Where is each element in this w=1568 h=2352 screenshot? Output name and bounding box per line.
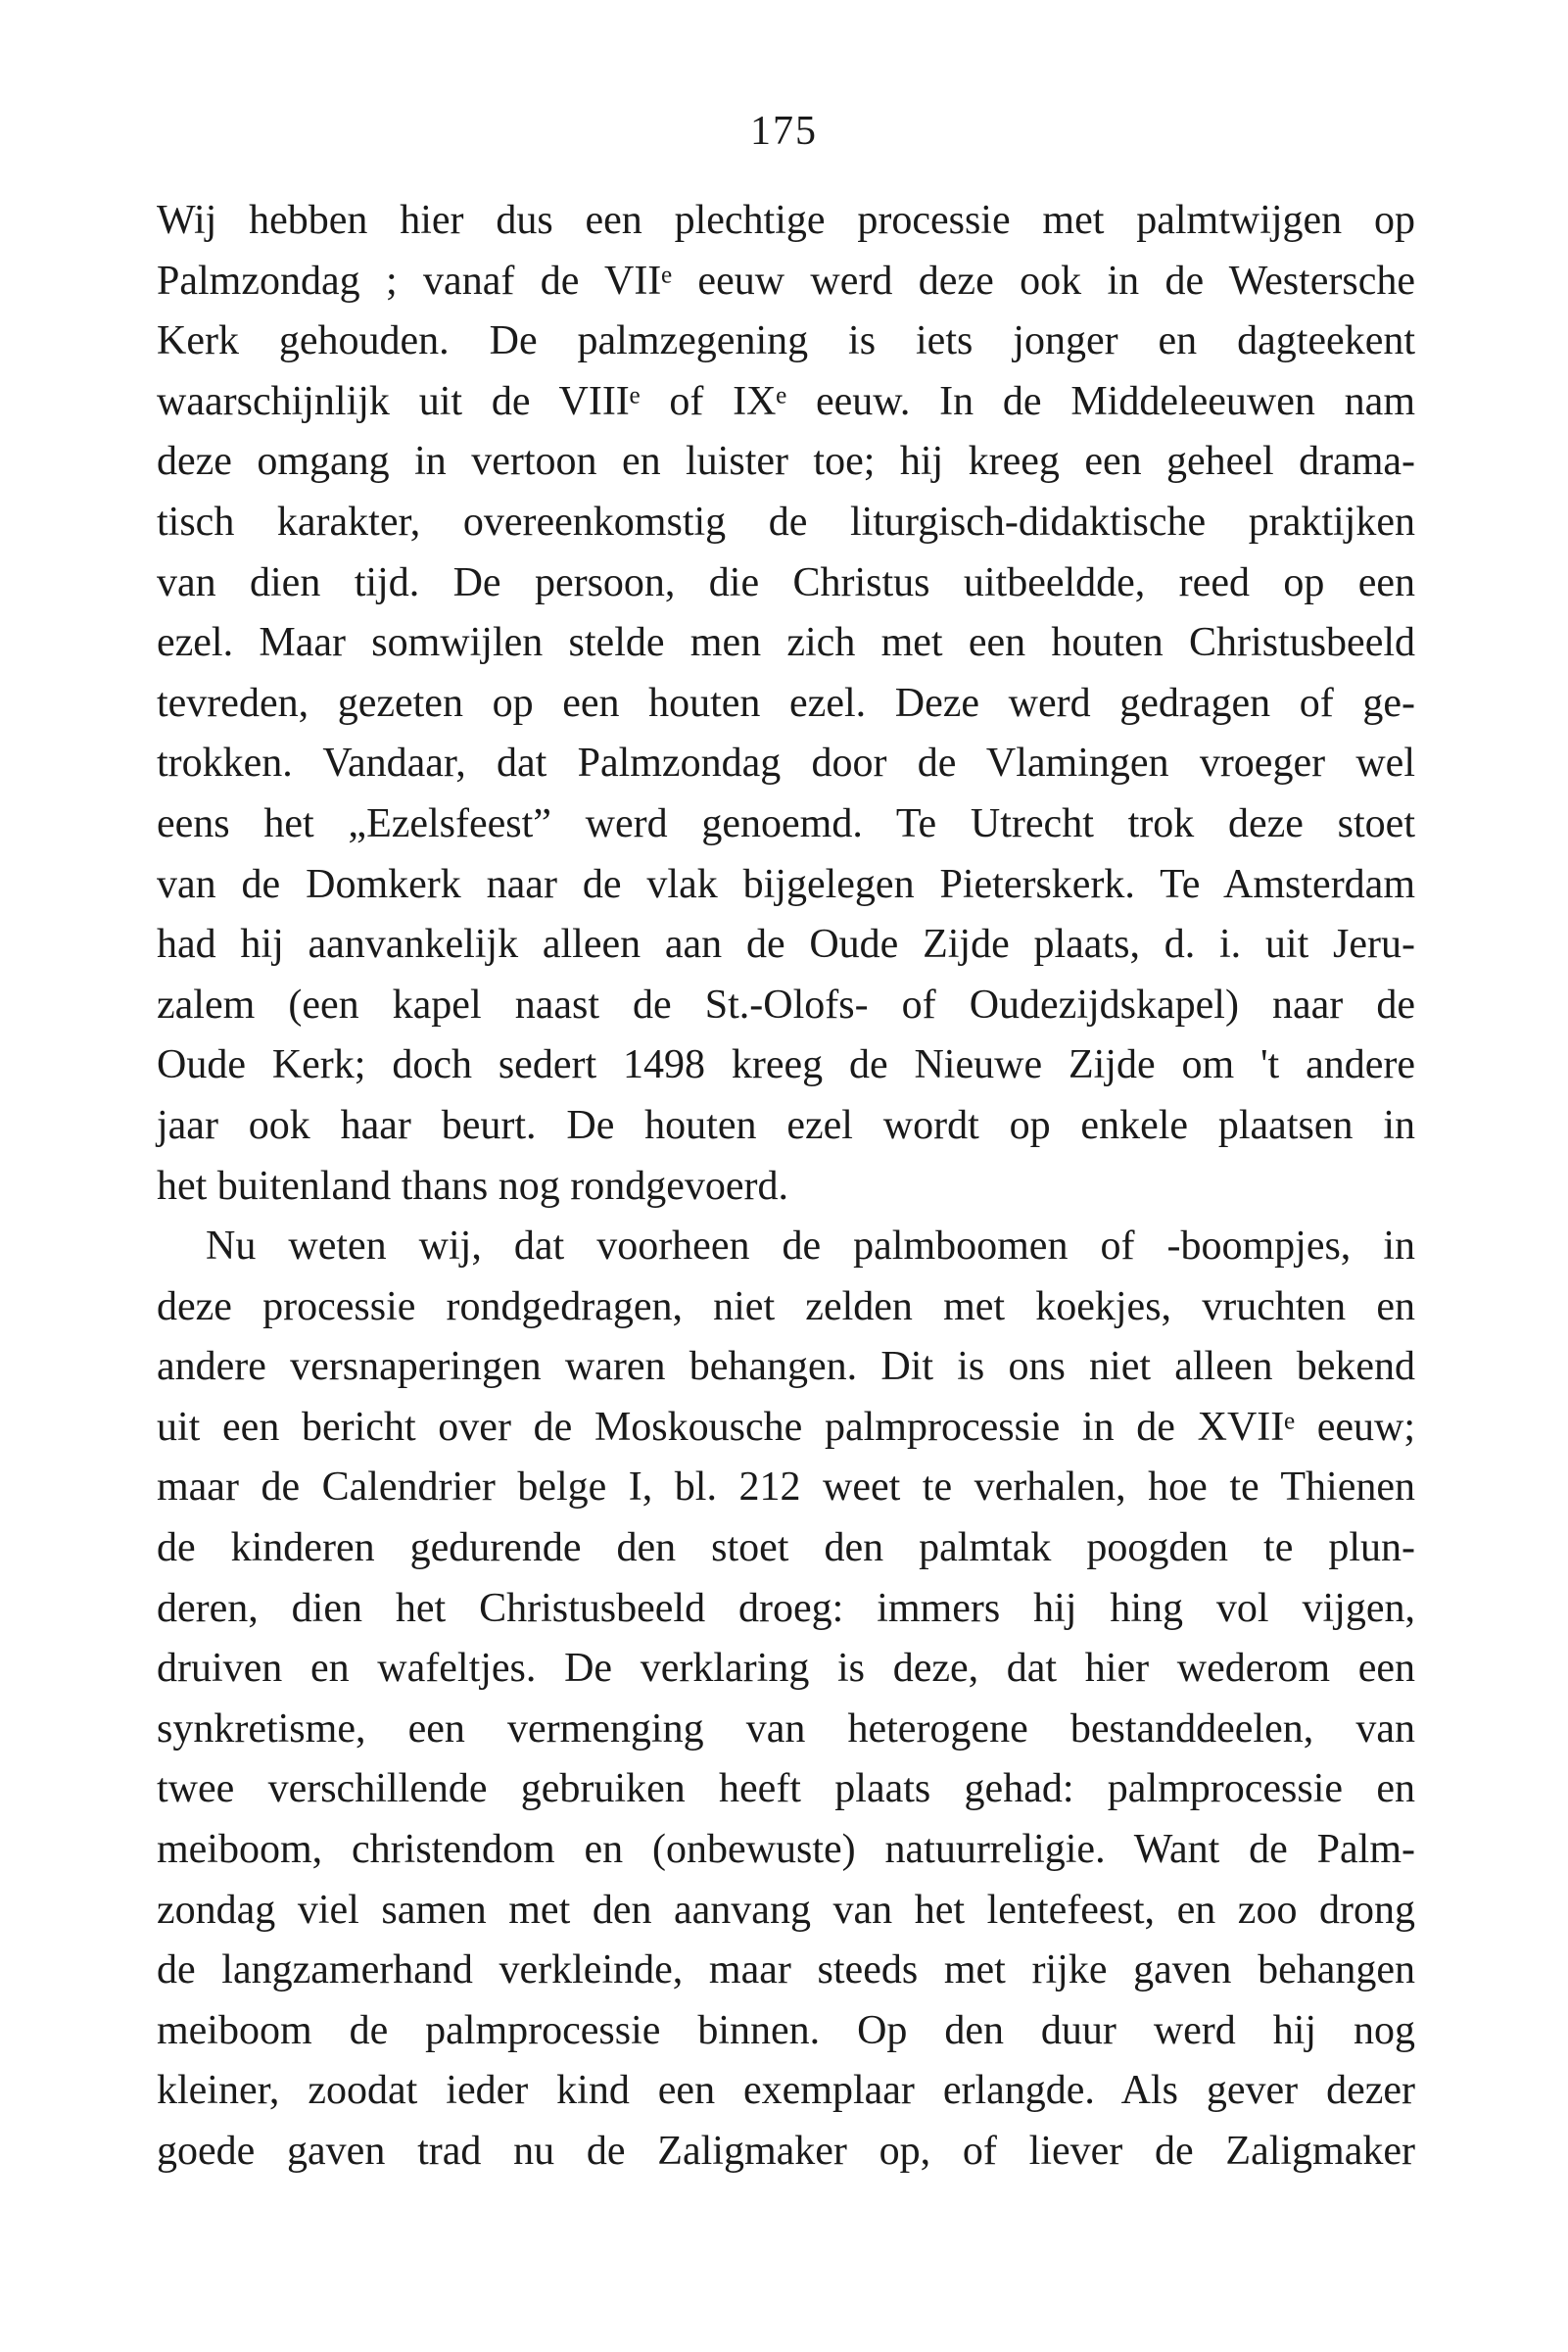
text-line: eens het „Ezelsfeest” werd genoemd. Te Utrecht trok deze stoet: [157, 800, 1415, 846]
text-line: zondag viel samen met den aanvang van het lentefeest, en zoo drong: [157, 1887, 1415, 1933]
text-line: deze processie rondgedragen, niet zelden met koekjes, vruchten en: [157, 1283, 1415, 1329]
text-line: Nu weten wij, dat voorheen de palmboomen of -boompjes, in: [206, 1224, 1415, 1270]
text-line: jaar ook haar beurt. De houten ezel wordt op enkele plaatsen in: [157, 1102, 1415, 1148]
text-line: synkretisme, een vermenging van heterogene bestanddeelen, van: [157, 1705, 1415, 1752]
text-line: Oude Kerk; doch sedert 1498 kreeg de Nieuwe Zijde om 't andere: [157, 1042, 1415, 1088]
body-text: [157, 191, 1415, 2183]
text-line: twee verschillende gebruiken heeft plaats gehad: palmprocessie en: [157, 1766, 1415, 1812]
text-line: van dien tijd. De persoon, die Christus uitbeeldde, reed op een: [157, 559, 1415, 605]
text-line: tevreden, gezeten op een houten ezel. Deze werd gedragen of ge-: [157, 680, 1415, 726]
text-line: meiboom, christendom en (onbewuste) natuurreligie. Want de Palm-: [157, 1827, 1415, 1873]
text-line: trokken. Vandaar, dat Palmzondag door de Vlamingen vroeger wel: [157, 741, 1415, 787]
text-line: waarschijnlijk uit de VIIIᵉ of IXᵉ eeuw. In de Middeleeuwen nam: [157, 378, 1415, 424]
text-line: had hij aanvankelijk alleen aan de Oude Zijde plaats, d. i. uit Jeru-: [157, 922, 1415, 968]
text-line: de langzamerhand verkleinde, maar steeds met rijke gaven behangen: [157, 1947, 1415, 1993]
text-line: kleiner, zoodat ieder kind een exemplaar erlangde. Als gever dezer: [157, 2068, 1415, 2114]
text-line: zalem (een kapel naast de St.-Olofs- of Oudezijdskapel) naar de: [157, 982, 1415, 1028]
text-line: Kerk gehouden. De palmzegening is iets jonger en dagteekent: [157, 318, 1415, 364]
text-line: ezel. Maar somwijlen stelde men zich met een houten Christusbeeld: [157, 620, 1415, 666]
text-line: van de Domkerk naar de vlak bijgelegen Pieterskerk. Te Amsterdam: [157, 861, 1415, 907]
text-line: meiboom de palmprocessie binnen. Op den duur werd hij nog: [157, 2007, 1415, 2053]
text-line: deze omgang in vertoon en luister toe; hij kreeg een geheel drama-: [157, 439, 1415, 485]
text-line: maar de Calendrier belge I, bl. 212 weet te verhalen, hoe te Thienen: [157, 1464, 1415, 1511]
text-line: uit een bericht over de Moskousche palmprocessie in de XVIIᵉ eeuw;: [157, 1404, 1415, 1450]
text-line: de kinderen gedurende den stoet den palmtak poogden te plun-: [157, 1525, 1415, 1571]
text-line: druiven en wafeltjes. De verklaring is deze, dat hier wederom een: [157, 1646, 1415, 1692]
text-line: goede gaven trad nu de Zaligmaker op, of liever de Zaligmaker: [157, 2129, 1415, 2174]
text-line: deren, dien het Christusbeeld droeg: immers hij hing vol vijgen,: [157, 1585, 1415, 1631]
text-line: het buitenland thans nog rondgevoerd.: [157, 1163, 789, 1209]
text-line: tisch karakter, overeenkomstig de liturgisch-didaktische praktijken: [157, 499, 1415, 545]
text-line: Palmzondag ; vanaf de VIIᵉ eeuw werd deze ook in de Westersche: [157, 258, 1415, 304]
text-line: Wij hebben hier dus een plechtige processie met palmtwijgen op: [157, 198, 1415, 243]
page-number: 175: [750, 109, 818, 154]
text-line: andere versnaperingen waren behangen. Dit is ons niet alleen bekend: [157, 1344, 1415, 1390]
